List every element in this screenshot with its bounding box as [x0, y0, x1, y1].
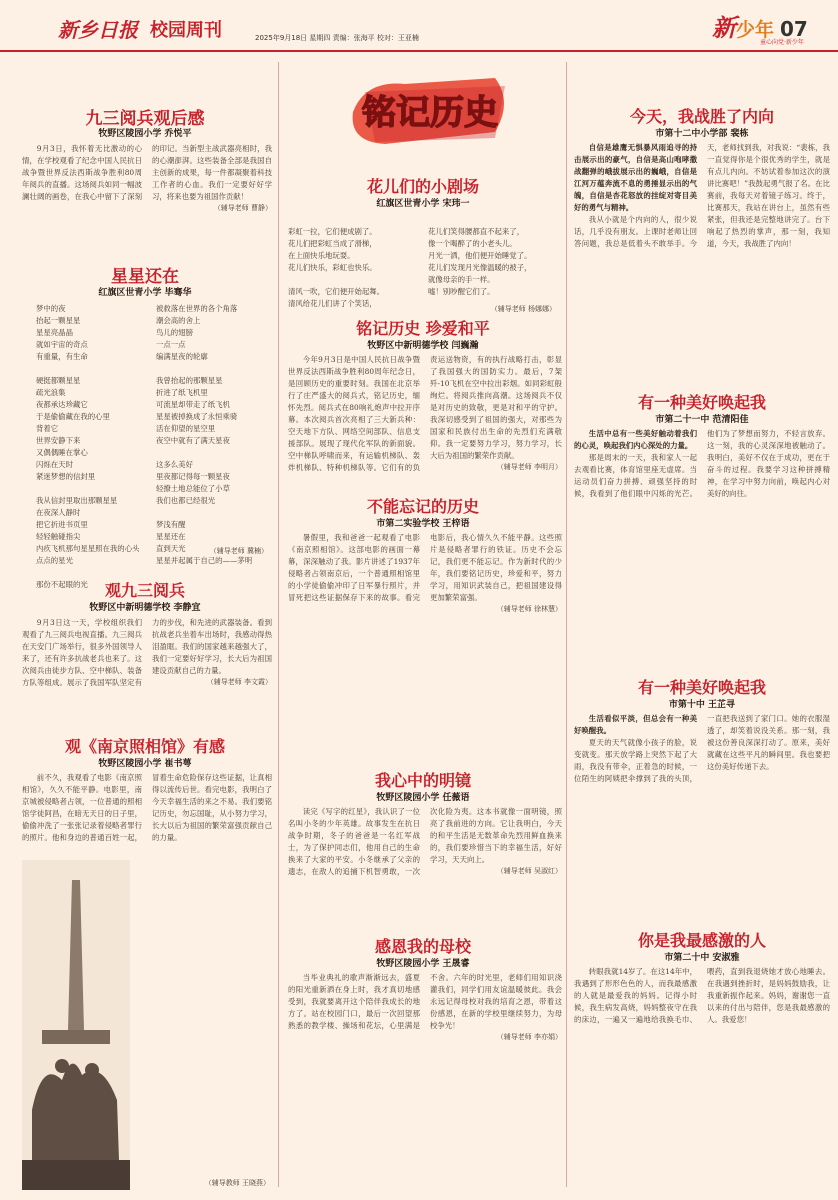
poem-line: 抬起一颗星星 — [36, 316, 81, 325]
article-body-wrap — [574, 142, 830, 372]
poem-line: 那份不起眼的光 — [36, 580, 88, 589]
poem-line: 花儿们把彩虹当成了滑梯， — [288, 239, 377, 248]
poem-line — [36, 483, 146, 495]
article-signature: （辅导老师 李明月） — [496, 463, 562, 471]
brand-part-2: 少年 — [736, 19, 775, 41]
article-lead: 生活中总有一些美好触动着我们的心灵，唤起我们内心深处的力量。 — [574, 429, 697, 450]
brand-part-1: 新 — [712, 14, 736, 42]
article-byline: 市第二十中 安淑雅 — [664, 953, 740, 963]
article-byline: 市第二十一中 范清阳佳 — [655, 415, 749, 425]
banner-svg — [345, 72, 515, 152]
article-title: 我心中的明镜 — [374, 771, 471, 790]
article-body: 那是周末的一天，我和家人一起去观看比赛，体育馆里座无虚席。当运动员们奋力拼搏、顽强坚持的时候，我看到了他们眼中闪烁的光芒。他们为了梦想而努力，不轻言放弃。这一刻，我的心灵深深地被触动了。我明白，美好不仅在于成功，更在于奋斗的过程。我要学习这种拼搏精神，在学习中努力向前，唤起内心对美好的向往。 — [574, 429, 830, 498]
article-body-wrap — [288, 532, 562, 758]
article-body: 夏天的天气就像小孩子的脸，说变就变。那天放学路上突然下起了大雨，我没有带伞，正着急的时候，一位陌生的阿姨把伞撑到了我的头顶，一直把我送到了家门口。她的衣服湿透了，却笑着说没关系。那一刻，我被这份善良深深打动了。原来，美好就藏在这些平凡的瞬间里。我也要把这份美好传递下去。 — [574, 714, 830, 783]
poem-line: 彩虹一拉，它们便成剧了。 — [288, 227, 377, 236]
article-body-wrap — [288, 972, 562, 1192]
poem-line: 于是偷偷藏在我的心里 — [36, 412, 110, 421]
article-byline: 牧野区陵园小学 任薇语 — [376, 793, 470, 803]
issue-meta: 2025年9月18日 星期四 责编：张海平 校对：王亚楠 — [255, 34, 419, 42]
banner-text: 铭记历史 — [362, 93, 498, 133]
brand-slogan: 童心向党·新少年 — [760, 39, 804, 46]
poem-line: 把它折进书页里 — [36, 520, 88, 529]
poem-line: 星星并起属于自己的——茅明 — [156, 556, 253, 565]
banner-image — [345, 72, 515, 152]
poem-line: 被救落在世界的各个角落 — [156, 304, 238, 313]
poem-line: 背着它 — [36, 424, 59, 433]
article-body: 暑假里，我和爸爸一起观看了电影《南京照相馆》。这部电影的画面一幕幕，深深触动了我。影片讲述了1937年侵略者占领南京后，一个普通照相馆里的小学徒偷偷冲印了日军暴行照片，并冒死把这些证据保存下来的故事。看完电影后，我心情久久不能平静。这些照片是侵略者罪行的铁证。历史不会忘记，我们更不能忘记。作为新时代的少年，我们要铭记历史，珍爱和平，努力学习，用知识武装自己，把祖国建设得更加繁荣富强。 — [288, 533, 562, 602]
article-body-wrap — [574, 428, 830, 653]
poem-left — [36, 303, 146, 589]
poem-line: 我们也都已经很光 — [156, 496, 216, 505]
poem-line: 编满星夜的轮廓 — [156, 352, 208, 361]
article-lead: 自信是雄鹰无惧暴风雨追寻的持击展示出的豪气，自信是高山咆哮撒战翻弹的峨拔展示出的巍峨，自信是江河万蕴奔流不息的勇捶显示出的气魄，自信是杏花怒放的挂绽对寄目美好的勇气与精神。 — [574, 143, 697, 212]
poem-line: 我从信封里取出那颗星星 — [36, 496, 118, 505]
article-body: 当毕业典礼的歌声渐渐远去，盛夏的阳光重新洒在身上时，我才真切地感受到，我就要离开这个陪伴我成长的地方了。站在校园门口，最后一次回望那熟悉的教学楼、操场和花坛，心里满是不舍。六年的时光里，老师们用知识浇灌我们，同学们用友谊温暖彼此。我会永远记得母校对我的培育之恩，带着这份感恩，在新的学校里继续努力，为母校争光！ — [288, 973, 562, 1030]
poem-line: 潮会高的舍上 — [156, 316, 201, 325]
poem-line — [288, 274, 422, 286]
article-signature: （辅导老师 曹静） — [213, 204, 272, 212]
poem-line: 折进了纸飞机里 — [156, 388, 208, 397]
poem-line: 闪烁在天时 — [36, 460, 73, 469]
article-body-wrap — [288, 354, 562, 494]
poem-line: 点点的星光 — [36, 556, 73, 565]
poem-line: 可流星却带走了纸飞机 — [156, 400, 230, 409]
article-byline: 市第十中 王芷寻 — [668, 700, 736, 710]
poem-line: 疏光浪集 — [36, 388, 66, 397]
article-byline: 牧野区陵园小学 王晟睿 — [376, 959, 470, 969]
poem-line: 星星还在 — [156, 532, 186, 541]
article-signature: （辅导老师 李亦娟） — [496, 1033, 562, 1041]
poem-line: 花儿们发现月光像温暖的被子， — [428, 263, 532, 272]
poem-line: 在夜深人静时 — [36, 508, 81, 517]
poem-line: 一点一点 — [156, 340, 186, 349]
poem-line: 轻轻触碰指尖 — [36, 532, 81, 541]
article-body-wrap — [288, 806, 562, 926]
article-body-wrap — [22, 617, 272, 727]
poem-line: 又偶偶睡在掌心 — [36, 448, 88, 457]
article-body: 转眼我就14岁了。在这14年中，我遇到了形形色色的人，而我最感激的人就是最爱我的妈妈。记得小时候，我生病发高烧，妈妈整夜守在我的床边，一遍又一遍地给我换毛巾、喂药，直到我退烧她才放心地睡去。在我遇到挫折时，是妈妈鼓励我，让我重新振作起来。妈妈，谢谢您一直以来的付出与陪伴，您是我最感激的人。我爱您！ — [574, 967, 830, 1024]
article-byline: 牧野区中新明德学校 闫巍瀚 — [367, 341, 479, 351]
poem-line: 清风给花儿们讲了个笑话， — [288, 299, 377, 308]
poem-line: 硬挺都颗星星 — [36, 376, 81, 385]
poem-left — [288, 226, 422, 316]
poem-line: 花儿们笑得腰都直不起来了， — [428, 227, 525, 236]
poem-line: 就像母亲的手一样。 — [428, 275, 495, 284]
poem-line: 紧迷梦想的信封里 — [36, 472, 96, 481]
poem-line: 内疚飞机那句星星照在我的心头 — [36, 544, 140, 553]
poem-right — [156, 303, 272, 565]
article-title: 九三阅兵观后感 — [85, 109, 205, 129]
poem-line: 花儿们快乐，彩虹也快乐。 — [288, 263, 377, 272]
article-title: 花儿们的小剧场 — [366, 177, 479, 196]
poem-line: 星星被掉换成了永恒乘骑 — [156, 412, 238, 421]
poem-line: 就如宇宙的奇点 — [36, 340, 88, 349]
poem-line — [156, 363, 272, 375]
article-body: 今年9月3日是中国人民抗日战争暨世界反法西斯战争胜利80周年纪念日，是回顾历史的重要时刻。我国在北京举行了庄严盛大的阅兵式，铭记历史，缅怀先烈。阅兵式在80响礼炮声中拉开序幕。本次阅兵首次亮相了三大新兵种：空天地下方队、网络空间部队、信息支援部队。展现了现代化军队的新面貌。空中梯队呼啸而来，有运输机梯队、轰炸机梯队、特种机梯队等。它们有的负责运送物资，有的执行战略打击，彰显了我国强大的国防实力。最后，7架歼-10飞机在空中拉出彩烟。如同彩虹般绚烂。将阅兵推向高潮。这场阅兵不仅是对历史的致敬，更是对和平的守护。我深切感受到了祖国的强大，对那些为国家和民族付出生命的先烈们充满敬仰。我一定要努力学习，努力学习，长大后为祖国的繁荣作贡献。 — [288, 355, 562, 472]
article-title: 不能忘记的历史 — [366, 497, 479, 516]
article-title: 铭记历史 珍爱和平 — [356, 319, 490, 338]
article-signature: （辅导老师 李文霞） — [206, 678, 272, 686]
article-signature: （辅导老师 杨娜娜） — [490, 305, 556, 313]
poem-line: 我曾抬起的那颗星星 — [156, 376, 223, 385]
article-title: 有一种美好唤起我 — [637, 393, 766, 412]
column-divider — [278, 62, 279, 1187]
article-lead: 生活看似平淡，但总会有一种美好唤醒我。 — [574, 714, 697, 735]
article-title: 观九三阅兵 — [104, 581, 185, 600]
poem-line: 轻撩土地总能位了小草 — [156, 484, 230, 493]
poem-line: 活在仰望的星空里 — [156, 424, 216, 433]
poem-right — [428, 226, 562, 306]
article-body: 9月3日这一天，学校组织我们观看了九三阅兵电视直播。九三阅兵在天安门广场举行，很多外国领导人来了，还有许多抗战老兵也来了。这次阅兵由徒步方队、空中梯队、装备方队等组成。展示了我国军队坚定有力的步伐，和先进的武器装备。看到抗战老兵坐着车出场时，我感动得热泪盈眶。我们的国家越来越强大了，我们一定要好好学习，长大后为祖国建设贡献自己的力量。 — [22, 618, 272, 687]
article-signature: （辅导老师 冀楠） — [209, 547, 268, 555]
page-number: 07 — [780, 17, 808, 41]
poem-line: 在上面快乐地玩耍。 — [288, 251, 355, 260]
poem-line: 像一个喝醉了的小老头儿。 — [428, 239, 517, 248]
poem-line: 嘘！别吵醒它们了。 — [428, 287, 495, 296]
poem-line: 星星亮晶晶 — [36, 328, 73, 337]
section-title: 校园周刊 — [150, 20, 222, 41]
monument-image — [22, 860, 130, 1190]
article-body: 我从小就是个内向的人，很少说话，几乎没有朋友。上课时老师让回答问题，我总是低着头不敢举手。今天，老师找到我，对我说：“裴栋，我一直觉得你是个很优秀的学生，就是有点儿内向。不妨试着参加这次的演讲比赛吧！”我鼓起勇气报了名。在比赛前，我每天对着镜子练习。终于，比赛那天，我站在讲台上，虽然有些紧张，但我还是完整地讲完了。台下响起了热烈的掌声，那一刻，我知道，今天，我战胜了内向！ — [574, 143, 830, 248]
article-title: 观《南京照相馆》有感 — [64, 737, 225, 756]
poem-line: 世界安静下来 — [36, 436, 81, 445]
article-signature: （辅导老师 吴淑红） — [496, 867, 562, 875]
poem-line — [36, 363, 146, 375]
article-byline: 牧野区陵园小学 崔书萼 — [98, 759, 192, 769]
poem-line: 梦中的夜 — [36, 304, 66, 313]
article-byline: 红旗区世青小学 宋玮一 — [376, 199, 470, 209]
article-body-wrap — [574, 966, 830, 1190]
poem-line: 夜空中就有了满天星夜 — [156, 436, 230, 445]
poem-line: 这多么美好 — [156, 460, 193, 469]
article-byline: 市第十二中小学部 裴栋 — [655, 129, 749, 139]
newspaper-logo: 新乡日报 — [58, 18, 138, 42]
poem-line: 清风一吹，它们便开始起舞。 — [288, 287, 385, 296]
article-body: 9月3日，我怀着无比激动的心情，在学校观看了纪念中国人民抗日战争暨世界反法西斯战争胜利80周年阅兵的直播。这场阅兵如同一幅波澜壮阔的画卷，在我心中留下了深刻的印记。当新型主战武器亮相时，我的心潮澎湃。这些装备全部是我国自主创新的成果，每一件都凝聚着科技工作者的心血。我们一定要好好学习，将来也要为祖国作贡献！ — [22, 144, 272, 201]
article-signature: （辅导教师 王晓燕） — [204, 1179, 270, 1187]
monument-svg — [22, 860, 130, 1190]
poem-line: 有重量，有生命 — [36, 352, 88, 361]
poem-line: 梦浅有醒 — [156, 520, 186, 529]
article-body: 前不久，我观看了电影《南京照相馆》，久久不能平静。电影里，南京城被侵略者占领，一位普通的照相馆学徒阿昌，在暗无天日的日子里，偷偷冲洗了一张张记录着侵略者罪行的照片。他和身边的普通百姓一起，冒着生命危险保存这些证据，让真相得以流传后世。看完电影，我明白了今天幸福生活的来之不易。我们要铭记历史，勿忘国耻，从小努力学习，长大以后为祖国的繁荣富强贡献自己的力量。 — [22, 773, 272, 842]
article-signature: （辅导老师 徐林慧） — [496, 605, 562, 613]
article-title: 星星还在 — [111, 267, 179, 287]
article-byline: 市第二实验学校 王梓语 — [376, 519, 470, 529]
article-byline: 牧野区中新明德学校 李静宜 — [89, 603, 201, 613]
article-title: 你是我最感激的人 — [637, 931, 766, 950]
poem-line: 夜都承达珍藏它 — [36, 400, 88, 409]
article-body-wrap — [574, 713, 830, 908]
article-byline: 红旗区世青小学 毕骞华 — [98, 288, 192, 298]
poem-line: 月光一洒，他们便开始睡觉了。 — [428, 251, 532, 260]
article-title: 有一种美好唤起我 — [637, 678, 766, 697]
poem-line — [156, 447, 272, 459]
poem-line — [156, 507, 272, 519]
column-divider — [566, 62, 567, 1187]
poem-line: 鸟儿的翅膀 — [156, 328, 193, 337]
article-body-wrap — [22, 143, 272, 253]
poem-line: 直到天光 — [156, 544, 186, 553]
article-title: 感恩我的母校 — [374, 937, 471, 956]
article-body: 读完《写字的红星》，我认识了一位名叫小冬的少年英雄。故事发生在抗日战争时期，冬子的爸爸是一名红军战士，为了保护同志们，他用自己的生命换来了大家的平安。小冬继承了父亲的遗志，在敌人的追捕下机智勇敢，一次次化险为夷。这本书就像一面明镜，照亮了我前进的方向。它让我明白，今天的和平生活是无数革命先烈用鲜血换来的，我们要珍惜当下的幸福生活，好好学习，天天向上。 — [288, 807, 562, 876]
poem-line: 里夜都记得每一颗星夜 — [156, 472, 230, 481]
article-byline: 牧野区陵园小学 乔悦平 — [98, 129, 192, 139]
article-title: 今天，我战胜了内向 — [629, 107, 774, 126]
header-rule — [0, 50, 838, 52]
